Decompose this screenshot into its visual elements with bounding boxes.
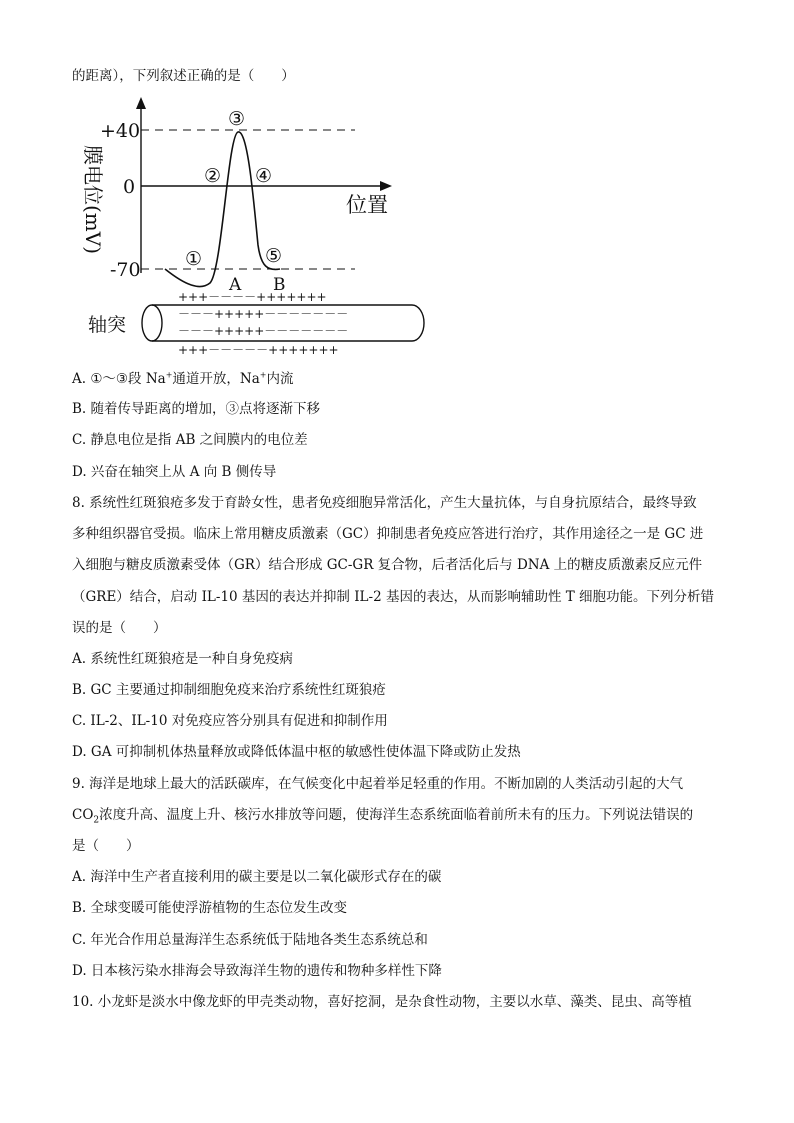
q8-option-a: A. 系统性红斑狼疮是一种自身免疫病	[72, 651, 293, 667]
action-potential-curve	[165, 132, 283, 287]
q9-stem-line-1: 9. 海洋是地球上最大的活跃碳库，在气候变化中起着举足轻重的作用。不断加剧的人类活动引起的大气	[72, 776, 684, 792]
q9-option-a: A. 海洋中生产者直接利用的碳主要是以二氧化碳形式存在的碳	[72, 869, 442, 885]
q8-stem-line-5: 误的是（ ）	[72, 620, 167, 636]
q9-stem-line-2	[72, 805, 693, 825]
tick-zero: 0	[123, 176, 136, 198]
axon-end	[142, 305, 162, 341]
axon-label: 轴突	[88, 314, 127, 336]
q10-stem-line-1: 10. 小龙虾是淡水中像龙虾的甲壳类动物，喜好挖洞，是杂食性动物，主要以水草、藻类、昆虫、高等植	[72, 994, 692, 1010]
charge-row-inner-bottom: －－－+++++－－－－－－－	[178, 324, 349, 338]
q9-option-c: C. 年光合作用总量海洋生态系统低于陆地各类生态系统总和	[72, 932, 428, 948]
q9-option-d: D. 日本核污染水排海会导致海洋生物的遗传和物种多样性下降	[72, 963, 442, 979]
q8-option-d: D. GA 可抑制机体热量释放或降低体温中枢的敏感性使体温下降或防止发热	[72, 744, 521, 760]
axes	[141, 105, 385, 273]
q8-stem-line-2: 多种组织器官受损。临床上常用糖皮质激素（GC）抑制患者免疫应答进行治疗，其作用途径之一是 GC 进	[72, 526, 704, 542]
point-label-5: ⑤	[265, 245, 283, 267]
q9-stem-line-2-rest: 浓度升高、温度上升、核污水排放等问题，使海洋生态系统面临着前所未有的压力。下列说法错误的	[99, 807, 694, 823]
point-label-3: ③	[228, 108, 246, 130]
q8-option-c: C. IL-2、IL-10 对免疫应答分别具有促进和抑制作用	[72, 713, 388, 729]
charge-row-outer-top: +++－－－－+++++++	[178, 290, 327, 304]
q8-stem-line-1: 8. 系统性红斑狼疮多发于育龄女性，患者免疫细胞异常活化，产生大量抗体，与自身抗原结合，最终导致	[72, 495, 697, 511]
x-axis-arrow	[380, 181, 392, 191]
q9-option-b: B. 全球变暖可能使浮游植物的生态位发生改变	[72, 900, 348, 916]
co2-text: CO	[72, 807, 94, 823]
point-label-1: ①	[185, 248, 203, 270]
point-label-B: B	[273, 275, 286, 295]
q7-option-a-sup1: +	[165, 370, 173, 380]
question-7-stem-tail: 的距离），下列叙述正确的是（ ）	[72, 68, 295, 84]
q7-option-d: D. 兴奋在轴突上从 A 向 B 侧传导	[72, 464, 277, 480]
q7-option-a-suffix: 内流	[266, 371, 294, 387]
q7-option-c: C. 静息电位是指 AB 之间膜内的电位差	[72, 432, 308, 448]
co2-subscript: 2	[93, 815, 100, 826]
q8-stem-line-3: 入细胞与糖皮质激素受体（GR）结合形成 GC-GR 复合物，后者活化后与 DNA 上的糖皮质激素反应元件	[72, 557, 703, 573]
charge-row-inner-top: －－－+++++－－－－－－－	[178, 307, 349, 321]
q8-stem-line-4: （GRE）结合，启动 IL-10 基因的表达并抑制 IL-2 基因的表达，从而影响辅助性 T 细胞功能。下列分析错	[72, 589, 715, 605]
point-label-4: ④	[255, 165, 273, 187]
q7-option-a-mid: 通道开放，Na	[172, 371, 260, 387]
q7-option-b: B. 随着传导距离的增加，③点将逐渐下移	[72, 401, 321, 417]
x-axis-label: 位置	[346, 193, 388, 217]
tick-plus40: +40	[100, 120, 141, 142]
charge-row-outer-bottom: +++－－－－－+++++++	[178, 343, 339, 357]
q7-option-a-sup2: +	[259, 370, 267, 380]
q7-option-a	[72, 369, 293, 389]
y-axis-label: 膜电位(mV)	[81, 145, 105, 255]
tick-minus70: -70	[110, 259, 141, 281]
point-label-A: A	[229, 275, 242, 295]
q8-option-b: B. GC 主要通过抑制细胞免疫来治疗系统性红斑狼疮	[72, 682, 386, 698]
point-label-2: ②	[204, 165, 222, 187]
q9-stem-line-3: 是（ ）	[72, 838, 140, 854]
q7-option-a-prefix: A. ①～③段 Na	[72, 371, 166, 387]
y-axis-arrow	[136, 97, 146, 109]
